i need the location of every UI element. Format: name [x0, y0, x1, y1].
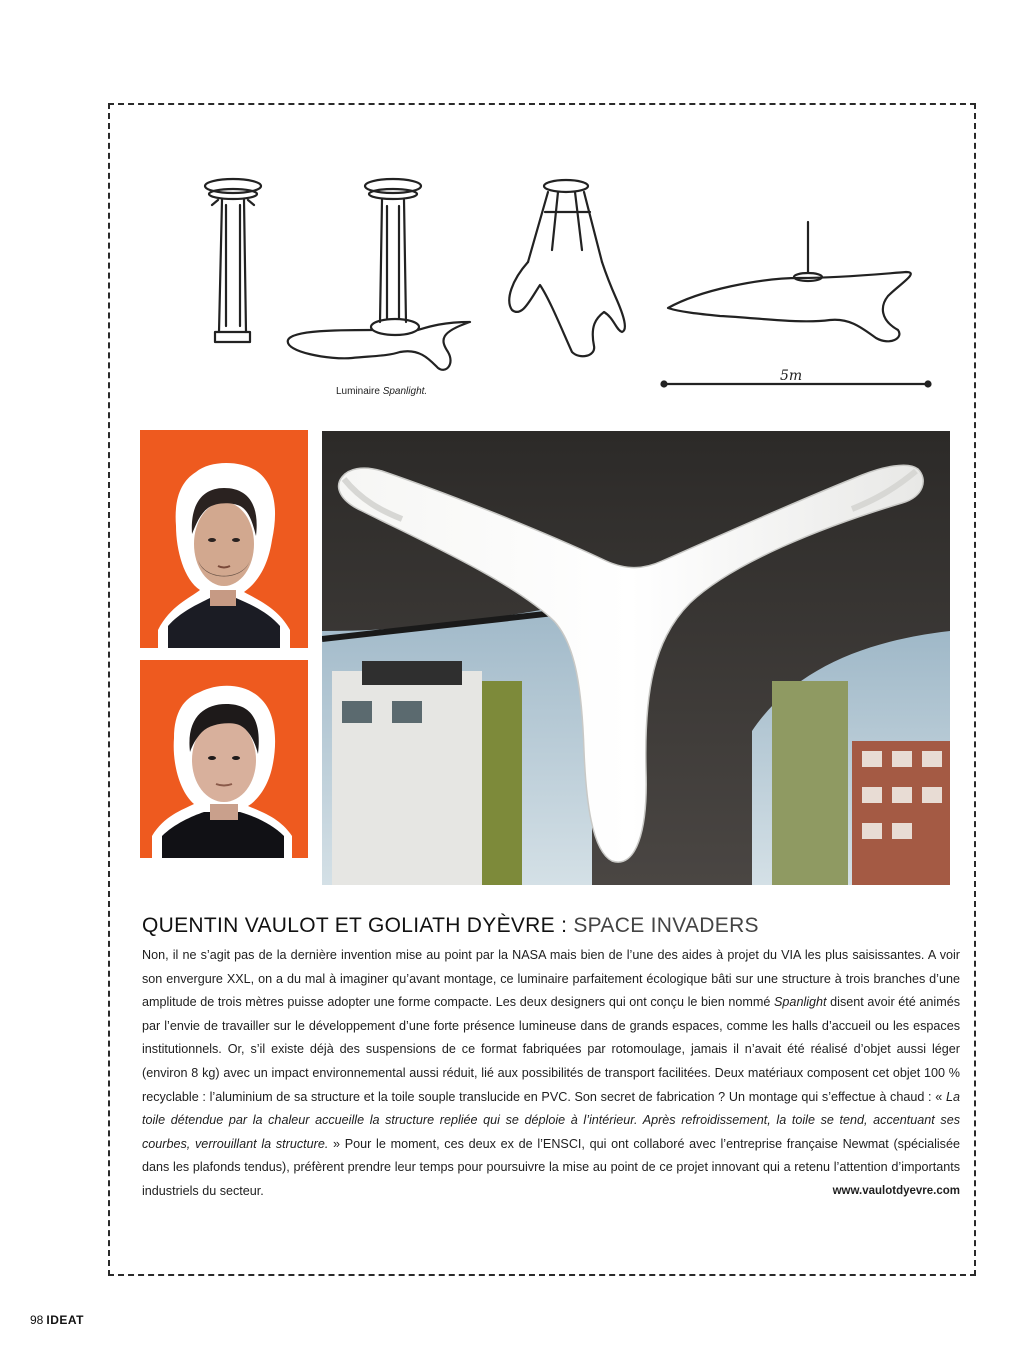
website-link[interactable]: www.vaulotdyevre.com: [832, 1184, 960, 1197]
sketch-open: [668, 222, 911, 341]
portrait-goliath-dyevre: [140, 660, 308, 858]
portrait-quentin-vaulot: [140, 430, 308, 648]
sketch-caption-prefix: Luminaire: [336, 386, 380, 397]
magazine-name: IDEAT: [46, 1313, 84, 1327]
headline-accent: SPACE INVADERS: [573, 914, 759, 937]
body-quote: La toile détendue par la chaleur accueille la structure repliée qui se déploie à l’intérieur. Après refroidissement, la toile se tend, accentuant ses courbes, verrouillant la structure.: [142, 1089, 960, 1151]
body-part-2: disent avoir été animés par l’envie de travailler sur le développement d’une forte présence lumineuse dans de grands espaces, comme les halls d’accueil ou les espaces institutionnels. Or, s’il existe déjà des suspensions de ce format fabriquées par rotomoulage, jamais il n’avait été réalisé d’objet aussi léger (environ 8 kg) avec un impact environnemental aussi réduit, lié aux possibilités de transport facilitées. Deux matériaux composent cet objet 100 % recyclable : l’aluminium de sa structure et la toile souple translucide en PVC. Son secret de fabrication ? Un montage qui s’effectue à chaud : «: [142, 995, 960, 1104]
page-folio: [30, 1313, 84, 1327]
body-part-3: » Pour le moment, ces deux ex de l’ENSCI, qui ont collaboré avec l’entreprise française Newmat (spécialisée dans les plafonds tendus), préfèrent prendre leur temps pour poursuivre la mise au point de ce projet innovant qui a retenu l’attention d’importants industriels du secteur.: [142, 1136, 960, 1198]
sketch-tripod: [509, 180, 625, 356]
sketch-caption: [336, 386, 427, 397]
spanlight-sketches: [0, 0, 1024, 420]
page-number: 98: [30, 1313, 44, 1327]
article-body: [142, 944, 960, 1204]
article-headline: [142, 914, 759, 938]
body-part-1: Non, il ne s’agit pas de la dernière invention mise au point par la NASA mais bien de l’une des aides à projet du VIA les plus saisissantes. A voir son envergure XXL, on a du mal à imaginer qu’avant montage, ce luminaire parfaitement écologique bâti sur une structure à trois branches d’une amplitude de trois mètres puisse adopter une forme compacte. Les deux designers qui ont conçu le bien nommé: [142, 948, 960, 1010]
sketch-unfolding: [288, 179, 470, 370]
sketch-caption-italic: Spanlight.: [382, 386, 428, 397]
headline-main: QUENTIN VAULOT ET GOLIATH DYÈVRE :: [142, 914, 574, 937]
dimension-label: 5m: [780, 368, 803, 384]
body-spanlight-italic: Spanlight: [774, 995, 827, 1010]
sketch-folded: [205, 179, 261, 342]
spanlight-photo: [322, 431, 950, 885]
